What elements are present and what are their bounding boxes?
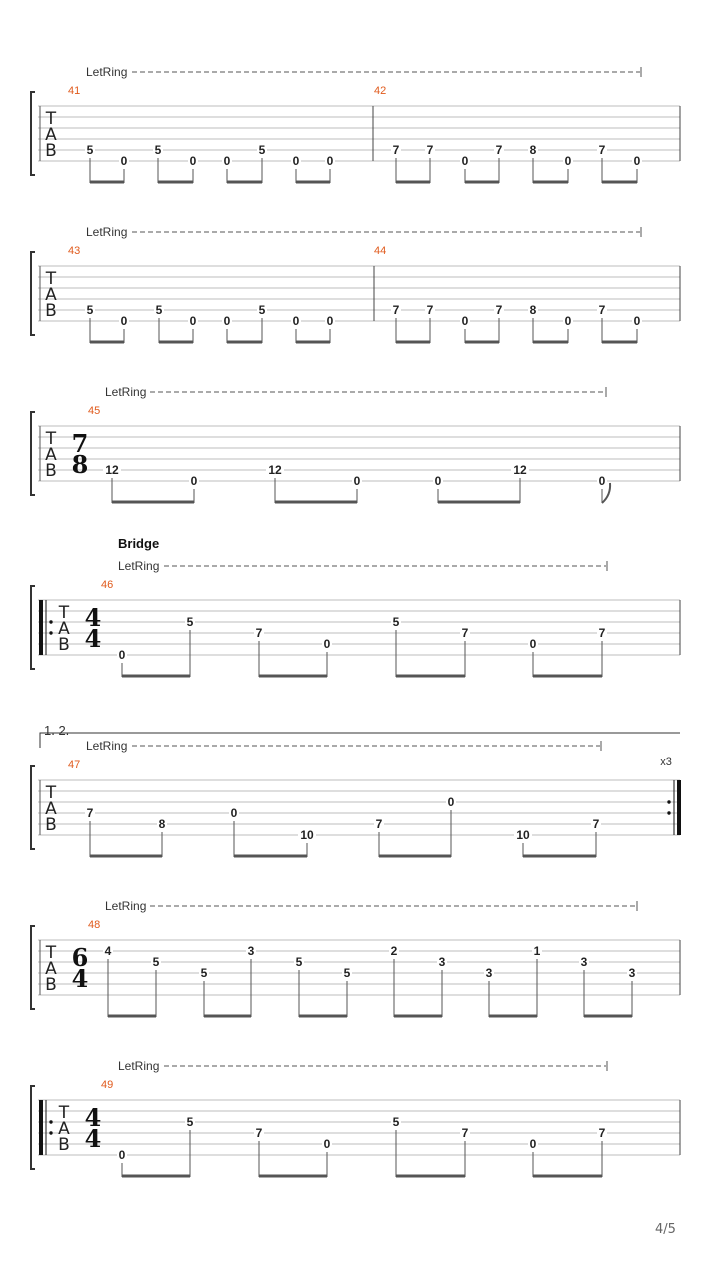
time-signature-bottom: 4	[84, 624, 102, 653]
let-ring-label: LetRing	[105, 385, 147, 399]
tab-system	[31, 723, 680, 857]
fret-number: 7	[392, 143, 400, 157]
fret-number: 8	[158, 817, 166, 831]
fret-number: 0	[189, 154, 197, 168]
fret-number: 12	[105, 463, 119, 477]
page-number: 4/5	[655, 1222, 676, 1237]
let-ring-label: LetRing	[86, 739, 128, 753]
system-bracket	[31, 766, 35, 849]
fret-number: 7	[495, 303, 503, 317]
repeat-dot	[49, 631, 52, 634]
fret-number: 5	[343, 966, 351, 980]
time-signature-top: 4	[84, 603, 102, 632]
tab-clef-letter: T	[58, 603, 70, 623]
measure-number: 48	[88, 919, 101, 931]
tab-clef-letter: T	[45, 109, 57, 129]
section-marker: Bridge	[118, 536, 160, 551]
tab-clef-letter: A	[45, 445, 57, 465]
tab-clef-letter: T	[45, 783, 57, 803]
tab-clef-letter: T	[45, 269, 57, 289]
tab-system	[31, 536, 680, 677]
let-ring-label: LetRing	[86, 65, 128, 79]
fret-number: 0	[292, 314, 300, 328]
let-ring-label: LetRing	[118, 559, 160, 573]
system-bracket	[31, 252, 35, 335]
fret-number: 8	[529, 303, 537, 317]
fret-number: 0	[223, 154, 231, 168]
fret-number: 0	[326, 154, 334, 168]
let-ring-label: LetRing	[105, 899, 147, 913]
tab-clef-letter: T	[45, 429, 57, 449]
time-signature-bottom: 8	[71, 450, 89, 479]
fret-number: 5	[200, 966, 208, 980]
fret-number: 0	[529, 637, 537, 651]
fret-number: 5	[155, 303, 163, 317]
fret-number: 5	[86, 303, 94, 317]
fret-number: 12	[513, 463, 527, 477]
fret-number: 5	[392, 615, 400, 629]
fret-number: 10	[300, 828, 314, 842]
measure-number: 43	[68, 245, 81, 257]
fret-number: 0	[633, 154, 641, 168]
fret-number: 0	[118, 648, 126, 662]
fret-number: 8	[529, 143, 537, 157]
fret-number: 7	[592, 817, 600, 831]
fret-number: 1	[533, 944, 541, 958]
fret-number: 10	[516, 828, 530, 842]
time-signature-bottom: 4	[71, 964, 89, 993]
fret-number: 0	[564, 154, 572, 168]
fret-number: 5	[154, 143, 162, 157]
fret-number: 0	[461, 314, 469, 328]
time-signature-bottom: 4	[84, 1124, 102, 1153]
fret-number: 7	[426, 143, 434, 157]
fret-number: 0	[447, 795, 455, 809]
time-signature-top: 6	[71, 943, 89, 972]
fret-number: 7	[598, 1126, 606, 1140]
measure-number: 42	[374, 85, 387, 97]
fret-number: 0	[461, 154, 469, 168]
fret-number: 0	[529, 1137, 537, 1151]
tab-system	[31, 899, 680, 1017]
repeat-dot	[49, 620, 52, 623]
system-bracket	[31, 926, 35, 1009]
fret-number: 5	[258, 143, 266, 157]
tab-system	[31, 1059, 680, 1177]
fret-number: 5	[295, 955, 303, 969]
fret-number: 7	[392, 303, 400, 317]
fret-number: 0	[633, 314, 641, 328]
fret-number: 7	[495, 143, 503, 157]
fret-number: 0	[118, 1148, 126, 1162]
system-bracket	[31, 412, 35, 495]
fret-number: 7	[461, 626, 469, 640]
repeat-dot	[49, 1120, 52, 1123]
tab-system	[31, 225, 680, 343]
fret-number: 5	[86, 143, 94, 157]
tab-clef-letter: A	[45, 959, 57, 979]
tab-clef-letter: A	[58, 1119, 70, 1139]
time-signature-top: 4	[84, 1103, 102, 1132]
tab-clef-letter: A	[45, 125, 57, 145]
fret-number: 7	[426, 303, 434, 317]
tab-clef-letter: A	[45, 285, 57, 305]
system-bracket	[31, 586, 35, 669]
fret-number: 5	[186, 615, 194, 629]
fret-number: 7	[255, 1126, 263, 1140]
fret-number: 0	[598, 474, 606, 488]
fret-number: 5	[152, 955, 160, 969]
fret-number: 7	[461, 1126, 469, 1140]
fret-number: 0	[189, 314, 197, 328]
measure-number: 47	[68, 759, 81, 771]
fret-number: 0	[120, 314, 128, 328]
fret-number: 3	[438, 955, 446, 969]
fret-number: 0	[326, 314, 334, 328]
fret-number: 5	[258, 303, 266, 317]
tab-clef-letter: A	[45, 799, 57, 819]
measure-number: 44	[374, 245, 387, 257]
tab-clef-letter: B	[45, 461, 57, 481]
fret-number: 0	[230, 806, 238, 820]
fret-number: 0	[564, 314, 572, 328]
fret-number: 0	[323, 1137, 331, 1151]
tab-clef-letter: B	[45, 975, 57, 995]
system-bracket	[31, 1086, 35, 1169]
fret-number: 0	[120, 154, 128, 168]
fret-number: 0	[353, 474, 361, 488]
let-ring-label: LetRing	[86, 225, 128, 239]
tab-clef-letter: B	[58, 1135, 70, 1155]
repeat-dot	[667, 811, 670, 814]
fret-number: 3	[580, 955, 588, 969]
measure-number: 49	[101, 1079, 114, 1091]
fret-number: 0	[323, 637, 331, 651]
measure-number: 46	[101, 579, 114, 591]
fret-number: 7	[375, 817, 383, 831]
fret-number: 7	[255, 626, 263, 640]
fret-number: 5	[392, 1115, 400, 1129]
fret-number: 12	[268, 463, 282, 477]
fret-number: 0	[292, 154, 300, 168]
fret-number: 0	[223, 314, 231, 328]
fret-number: 0	[190, 474, 198, 488]
system-bracket	[31, 92, 35, 175]
fret-number: 5	[186, 1115, 194, 1129]
fret-number: 3	[485, 966, 493, 980]
fret-number: 4	[104, 944, 112, 958]
repeat-count: x3	[660, 756, 672, 768]
fret-number: 3	[247, 944, 255, 958]
fret-number: 3	[628, 966, 636, 980]
tab-clef-letter: T	[58, 1103, 70, 1123]
measure-number: 41	[68, 85, 81, 97]
tab-system	[31, 385, 680, 503]
tab-clef-letter: B	[45, 141, 57, 161]
tab-clef-letter: B	[45, 301, 57, 321]
volta-label: 1. 2.	[44, 723, 70, 738]
tab-clef-letter: T	[45, 943, 57, 963]
tab-clef-letter: B	[58, 635, 70, 655]
fret-number: 7	[86, 806, 94, 820]
tab-system	[31, 65, 680, 183]
repeat-dot	[667, 800, 670, 803]
fret-number: 2	[390, 944, 398, 958]
fret-number: 7	[598, 626, 606, 640]
tab-clef-letter: B	[45, 815, 57, 835]
fret-number: 0	[434, 474, 442, 488]
time-signature-top: 7	[71, 429, 89, 458]
let-ring-label: LetRing	[118, 1059, 160, 1073]
fret-number: 7	[598, 143, 606, 157]
measure-number: 45	[88, 405, 101, 417]
tab-clef-letter: A	[58, 619, 70, 639]
repeat-dot	[49, 1131, 52, 1134]
fret-number: 7	[598, 303, 606, 317]
